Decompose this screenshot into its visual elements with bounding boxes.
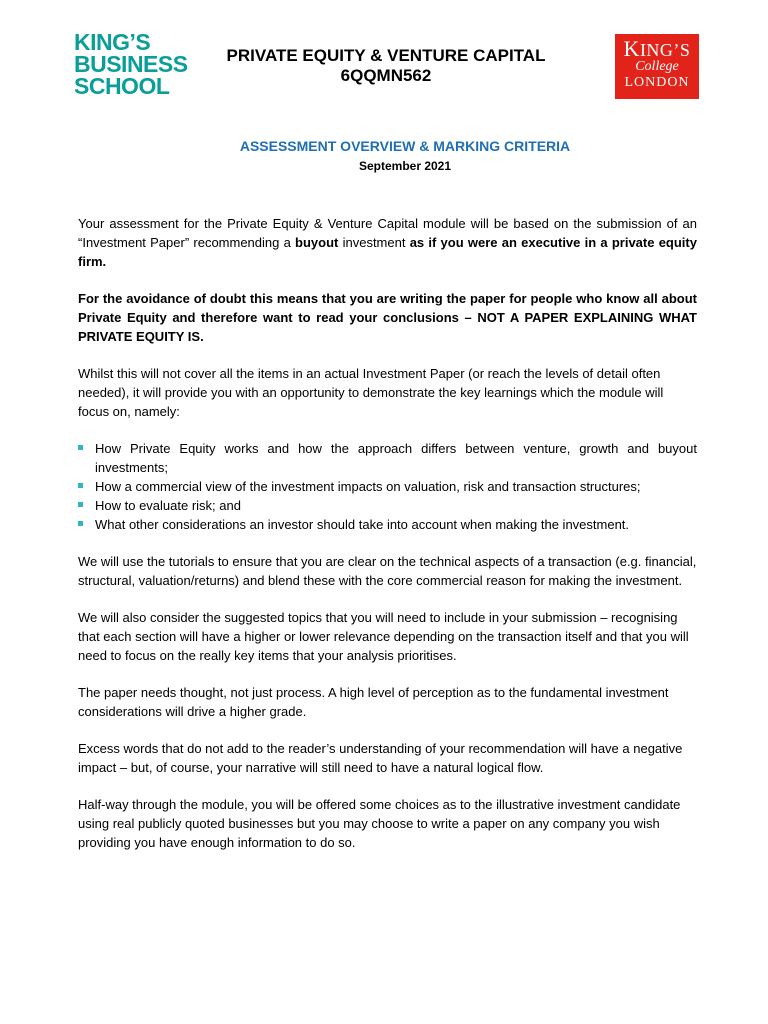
paragraph: Your assessment for the Private Equity & Venture Capital module will be based on the submission of an “Investment Paper” recommending a buyout investment as if you were an executive in a private equity firm.	[78, 216, 697, 269]
module-code: 6QQMN562	[340, 66, 432, 85]
logo-line: SCHOOL	[74, 73, 170, 99]
logo-word: ING’S	[639, 40, 691, 60]
emphasis: as if you were an executive in a private equity firm.	[78, 235, 697, 269]
module-header	[200, 46, 572, 86]
list-item: How Private Equity works and how the approach differs between venture, growth and buyout investments;	[78, 439, 697, 477]
paragraph: The paper needs thought, not just process. A high level of perception as to the fundamental investment considerations will drive a higher grade.	[78, 685, 669, 719]
logo-line: BUSINESS	[74, 51, 188, 77]
paragraph-bold: For the avoidance of doubt this means that you are writing the paper for people who know all about Private Equity and therefore want to read your conclusions – NOT A PAPER EXPLAINING WHAT PRIVATE EQUITY IS.	[78, 291, 697, 344]
document-body	[78, 214, 697, 870]
paragraph: We will use the tutorials to ensure that you are clear on the technical aspects of a transaction (e.g. financial, structural, valuation/returns) and blend these with the core commercial reason for making the investment.	[78, 554, 697, 588]
paragraph: Excess words that do not add to the reader’s understanding of your recommendation will have a negative impact – but, of course, your narrative will still need to have a natural logical flow.	[78, 741, 683, 775]
module-title: PRIVATE EQUITY & VENTURE CAPITAL	[226, 46, 546, 65]
paragraph: Half-way through the module, you will be offered some choices as to the illustrative investment candidate using real publicly quoted businesses but you may choose to write a paper on any company you wish providing you have enough information to do so.	[78, 797, 681, 850]
emphasis: buyout	[295, 235, 339, 250]
document-date: September 2021	[358, 159, 452, 173]
logo-word: LONDON	[624, 75, 690, 90]
square-bullet-icon	[78, 483, 83, 488]
kings-college-london-logo	[615, 34, 699, 99]
square-bullet-icon	[78, 445, 83, 450]
square-bullet-icon	[78, 502, 83, 507]
paragraph: We will also consider the suggested topics that you will need to include in your submission – recognising that each section will have a higher or lower relevance depending on the transaction itself and that you will need to focus on the really key items that your analysis prioritises.	[78, 610, 689, 663]
learning-list	[78, 439, 697, 534]
list-item: How to evaluate risk; and	[78, 496, 697, 515]
logo-word: College	[635, 59, 679, 74]
paragraph: Whilst this will not cover all the items in an actual Investment Paper (or reach the levels of detail often needed), it will provide you with an opportunity to demonstrate the key learnings which the module will focus on, namely:	[78, 366, 664, 419]
list-item: What other considerations an investor should take into account when making the investment.	[78, 515, 697, 534]
kings-business-school-logo	[74, 29, 188, 99]
logo-cap-letter: K	[623, 36, 640, 61]
square-bullet-icon	[78, 521, 83, 526]
document-heading: ASSESSMENT OVERVIEW & MARKING CRITERIA	[239, 138, 571, 154]
list-item: How a commercial view of the investment impacts on valuation, risk and transaction structures;	[78, 477, 697, 496]
logo-line: KING’S	[74, 29, 151, 55]
